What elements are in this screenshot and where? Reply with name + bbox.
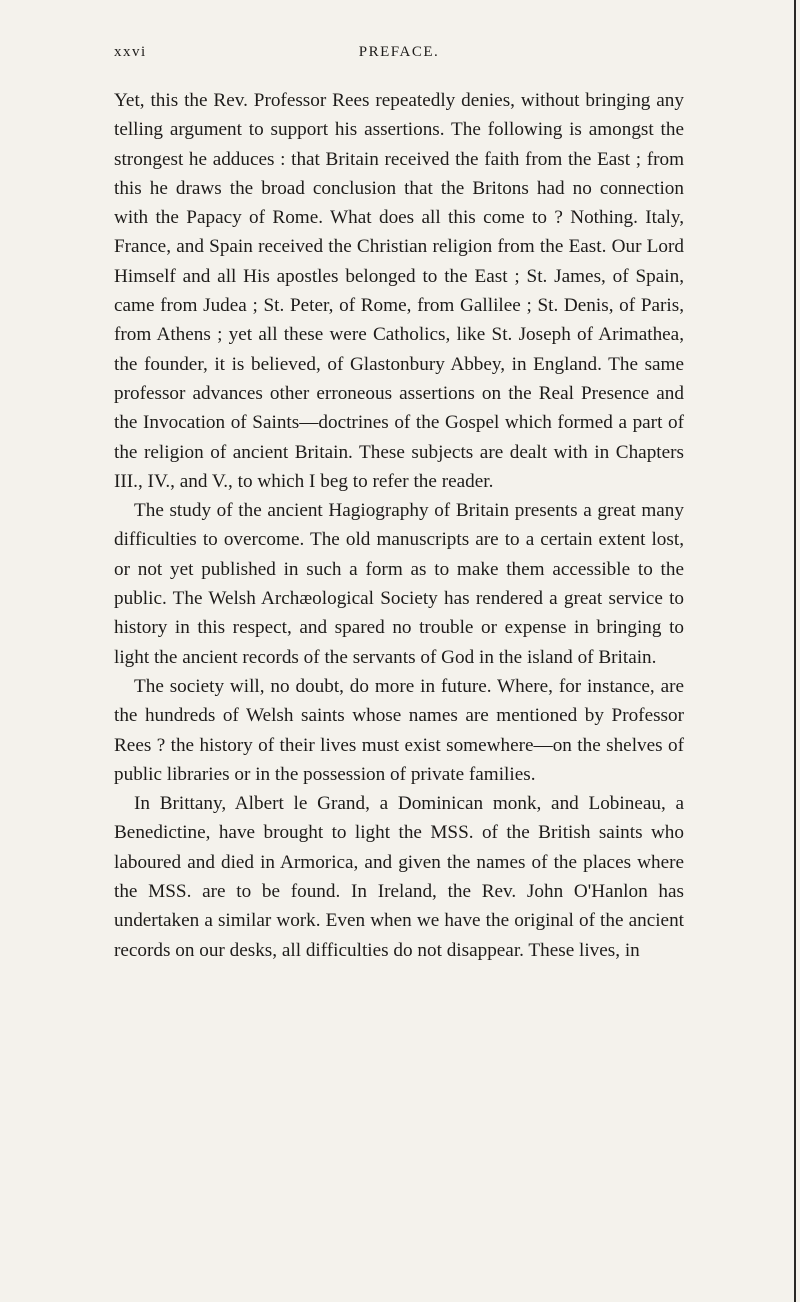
- body-text: [114, 86, 684, 965]
- paragraph: The society will, no doubt, do more in future. Where, for instance, are the hundreds of Welsh saints whose names are mentioned by Professor Rees ? the history of their lives must exist somewhere—on the shelves of public libraries or in the possession of private families.: [114, 675, 684, 785]
- page-header: [114, 44, 684, 68]
- paragraph: Yet, this the Rev. Professor Rees repeatedly denies, without bringing any telling argument to support his assertions. The following is amongst the strongest he adduces : that Britain received the faith from the East ; from this he draws the broad conclusion that the Britons had no connection with the Papacy of Rome. What does all this come to ? Nothing. Italy, France, and Spain received the Christian religion from the East. Our Lord Himself and all His apostles belonged to the East ; St. James, of Spain, came from Judea ; St. Peter, of Rome, from Gallilee ; St. Denis, of Paris, from Athens ; yet all these were Catholics, like St. Joseph of Arimathea, the founder, it is believed, of Glastonbury Abbey, in England. The same professor advances other erroneous assertions on the Real Presence and the Invocation of Saints—doctrines of the Gospel which formed a part of the religion of ancient Britain. These subjects are dealt with in Chapters III., IV., and V., to which I beg to refer the reader.: [114, 90, 684, 492]
- paragraph: The study of the ancient Hagiography of Britain presents a great many difficulties to overcome. The old manuscripts are to a certain extent lost, or not yet published in such a form as to make them accessible to the public. The Welsh Archæological Society has rendered a great service to history in this respect, and spared no trouble or expense in bringing to light the ancient records of the servants of God in the island of Britain.: [114, 500, 684, 668]
- page-edge: [794, 0, 796, 1302]
- page-number: xxvi: [114, 44, 147, 60]
- paragraph: In Brittany, Albert le Grand, a Dominican monk, and Lobineau, a Benedictine, have brought to light the MSS. of the British saints who laboured and died in Armorica, and given the names of the places where the MSS. are to be found. In Ireland, the Rev. John O'Hanlon has undertaken a similar work. Even when we have the original of the ancient records on our desks, all difficulties do not disappear. These lives, in: [114, 793, 684, 961]
- running-title: PREFACE.: [358, 44, 440, 60]
